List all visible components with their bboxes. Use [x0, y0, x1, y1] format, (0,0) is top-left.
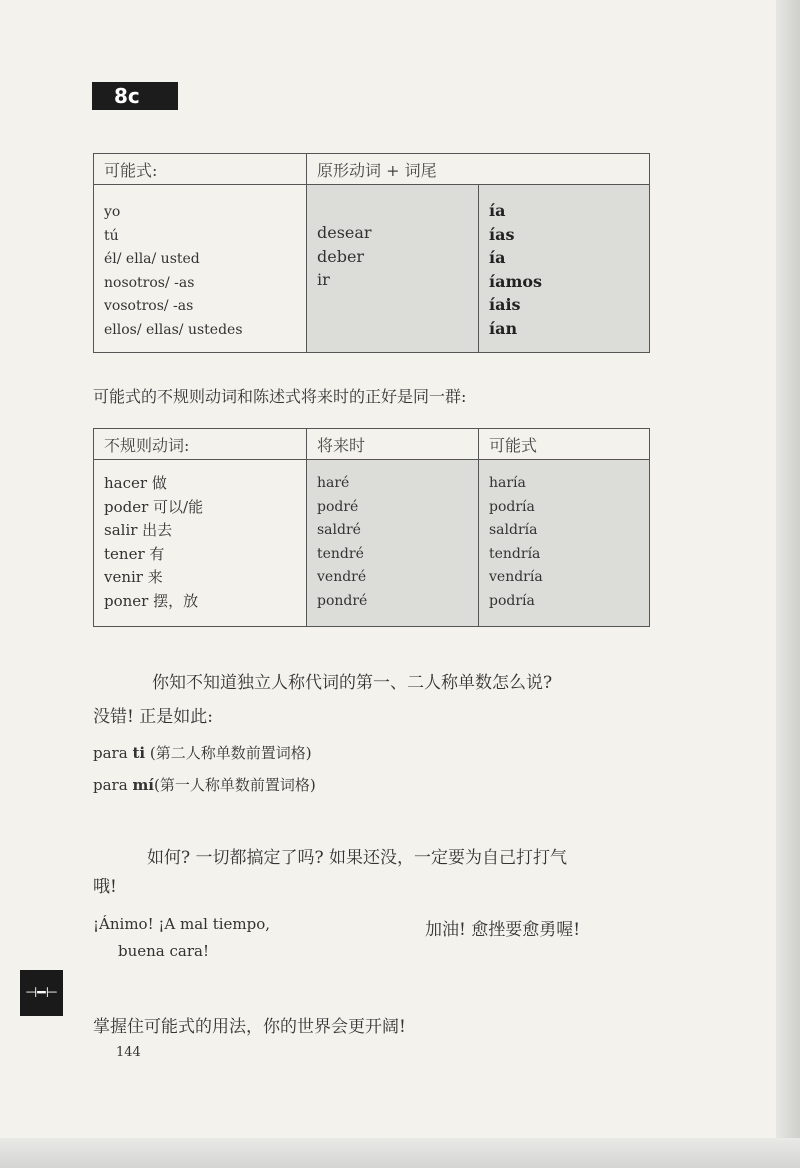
example-mi: [93, 774, 316, 795]
example-note: (第二人称单数前置词格): [145, 744, 312, 762]
ending: íamos: [489, 271, 543, 291]
future-list: [307, 460, 479, 627]
table2-header-1: 不规则动词:: [94, 429, 307, 460]
saying-chinese: 加油! 愈挫要愈勇喔!: [425, 920, 581, 940]
future-form: saldré: [317, 522, 361, 538]
pronoun: vosotros/ -as: [104, 298, 194, 314]
table2-header-3: 可能式: [479, 429, 650, 460]
dumbbell-icon: ⊣━⊢: [20, 970, 63, 1016]
intro-text: 可能式的不规则动词和陈述式将来时的正好是同一群:: [93, 387, 467, 406]
ending: ía: [489, 201, 506, 220]
paragraph2-line2: 哦!: [93, 877, 117, 897]
future-form: tendré: [317, 545, 364, 562]
table1-header-1: 可能式:: [94, 154, 307, 185]
conditional-form: haría: [489, 475, 526, 491]
verb: salir 出去: [104, 521, 173, 539]
paragraph2-line1: 如何? 一切都搞定了吗? 如果还没，一定要为自己打打气: [147, 848, 568, 868]
table2-header-2: 将来时: [307, 429, 479, 460]
verb: tener 有: [104, 544, 165, 563]
pronoun: yo: [104, 204, 121, 220]
conditional-form: podría: [489, 592, 535, 609]
conditional-form: saldría: [489, 522, 538, 538]
pronoun: ellos/ ellas/ ustedes: [104, 321, 243, 338]
ending: ía: [489, 248, 506, 267]
table1-header-2: 原形动词 + 词尾: [307, 154, 650, 185]
tip-text: 掌握住可能式的用法，你的世界会更开阔!: [93, 1017, 406, 1037]
conditional-form: tendría: [489, 545, 541, 562]
pronoun: tú: [104, 227, 119, 244]
page-edge-bottom: [0, 1138, 800, 1168]
example-note: (第一人称单数前置词格): [154, 776, 316, 794]
verb: hacer 做: [104, 474, 167, 492]
conditional-form: podría: [489, 498, 535, 515]
irregular-verb-list: [94, 460, 307, 627]
irregular-verbs-table: [93, 428, 650, 627]
conditional-list: [479, 460, 650, 627]
example-prefix: para: [93, 776, 133, 794]
example-word: ti: [132, 744, 146, 762]
paragraph1-line1: 你知不知道独立人称代词的第一、二人称单数怎么说?: [152, 673, 553, 693]
future-form: podré: [317, 498, 359, 515]
verb: deber: [317, 246, 365, 266]
verb: poner 摆，放: [104, 591, 199, 610]
saying-spanish-line1: ¡Ánimo! ¡A mal tiempo,: [93, 915, 271, 933]
verb-list: [307, 185, 479, 353]
ending: ías: [489, 224, 515, 244]
ending: íais: [489, 295, 521, 314]
verb: venir 来: [104, 568, 163, 586]
future-form: vendré: [317, 569, 367, 585]
pronoun: nosotros/ -as: [104, 274, 195, 291]
page-edge-right: [776, 0, 800, 1168]
verb: ir: [317, 270, 330, 290]
paragraph1-line2: 没错! 正是如此:: [93, 707, 213, 727]
future-form: pondré: [317, 592, 368, 609]
pronoun: él/ ella/ usted: [104, 251, 200, 267]
pronoun-list: [94, 185, 307, 353]
example-prefix: para: [93, 744, 133, 762]
conditional-form: vendría: [489, 569, 543, 585]
page-number: 144: [116, 1045, 141, 1060]
example-ti: [93, 742, 312, 763]
section-badge: 8c: [92, 82, 178, 110]
verb: poder 可以/能: [104, 497, 204, 516]
verb: desear: [317, 223, 372, 243]
example-word: mí: [132, 776, 155, 794]
ending-list: [479, 185, 650, 353]
future-form: haré: [317, 475, 350, 491]
saying-spanish-line2: buena cara!: [118, 942, 209, 960]
conditional-formation-table: [93, 153, 650, 353]
ending: ían: [489, 318, 518, 338]
